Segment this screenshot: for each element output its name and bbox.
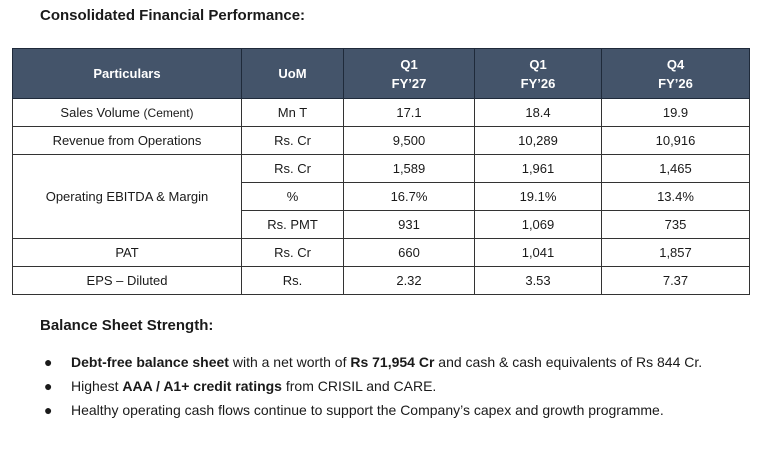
value-cell: 735	[602, 211, 750, 239]
value-cell: 1,465	[602, 155, 750, 183]
uom-cell: %	[242, 183, 344, 211]
uom-cell: Rs. Cr	[242, 155, 344, 183]
value-cell: 1,857	[602, 239, 750, 267]
header-q4-fy26	[602, 49, 750, 99]
bullet-dot-icon: ●	[44, 402, 53, 418]
value-cell: 2.32	[344, 267, 475, 295]
uom-cell: Rs. Cr	[242, 127, 344, 155]
bullet-text: from CRISIL and CARE.	[281, 378, 437, 394]
value-cell: 931	[344, 211, 475, 239]
value-cell: 16.7%	[344, 183, 475, 211]
table-row-sales-volume	[13, 99, 750, 127]
value-cell: 1,589	[344, 155, 475, 183]
header-particulars: Particulars	[13, 49, 242, 99]
value-cell: 1,069	[475, 211, 602, 239]
table-row-eps	[13, 267, 750, 295]
table-row-revenue	[13, 127, 750, 155]
financial-performance-table	[12, 48, 750, 295]
particular-revenue: Revenue from Operations	[13, 127, 242, 155]
table-row-pat	[13, 239, 750, 267]
value-cell: 17.1	[344, 99, 475, 127]
bullet-text: Healthy operating cash flows continue to support the Company’s capex and growth programme.	[71, 402, 664, 418]
particular-sales-volume	[13, 99, 242, 127]
particular-eps: EPS – Diluted	[13, 267, 242, 295]
balance-sheet-bullet-list	[44, 352, 734, 424]
value-cell: 10,916	[602, 127, 750, 155]
value-cell: 10,289	[475, 127, 602, 155]
uom-cell: Rs. PMT	[242, 211, 344, 239]
bullet-dot-icon: ●	[44, 354, 53, 370]
section-heading-balance-sheet: Balance Sheet Strength:	[40, 317, 214, 334]
value-cell: 13.4%	[602, 183, 750, 211]
header-q4-fy26-quarter: Q4	[666, 56, 685, 72]
value-cell: 9,500	[344, 127, 475, 155]
value-cell: 660	[344, 239, 475, 267]
bullet-bold-text: AAA / A1+ credit ratings	[122, 378, 282, 394]
bullet-text: with a net worth of	[228, 354, 351, 370]
bullet-text: Highest	[71, 378, 123, 394]
header-uom: UoM	[242, 49, 344, 99]
value-cell: 1,961	[475, 155, 602, 183]
uom-cell: Rs.	[242, 267, 344, 295]
sales-volume-label: Sales Volume	[60, 104, 140, 120]
bullet-item-debt-free	[44, 352, 734, 372]
particular-pat: PAT	[13, 239, 242, 267]
table-row-ebitda-rs-cr	[13, 155, 750, 183]
value-cell: 1,041	[475, 239, 602, 267]
header-q1-fy26-quarter: Q1	[529, 56, 547, 72]
value-cell: 19.1%	[475, 183, 602, 211]
section-heading-financial: Consolidated Financial Performance:	[40, 7, 306, 24]
value-cell: 18.4	[475, 99, 602, 127]
bullet-item-credit-ratings	[44, 376, 734, 396]
header-q1-fy27	[344, 49, 475, 99]
header-q4-fy26-year: FY’26	[658, 75, 693, 91]
bullet-item-cash-flows	[44, 400, 734, 420]
uom-cell: Rs. Cr	[242, 239, 344, 267]
header-q1-fy26	[475, 49, 602, 99]
uom-cell: Mn T	[242, 99, 344, 127]
header-q1-fy27-year: FY’27	[391, 75, 427, 91]
particular-operating-ebitda: Operating EBITDA & Margin	[13, 155, 242, 239]
bullet-bold-text: Debt-free balance sheet	[71, 354, 229, 370]
table-header-row	[13, 49, 750, 99]
header-q1-fy27-quarter: Q1	[400, 56, 418, 72]
bullet-bold-text: Rs 71,954 Cr	[350, 354, 435, 370]
header-q1-fy26-year: FY’26	[520, 75, 556, 91]
bullet-dot-icon: ●	[44, 378, 53, 394]
value-cell: 3.53	[475, 267, 602, 295]
sales-volume-suffix: (Cement)	[143, 105, 194, 120]
value-cell: 7.37	[602, 267, 750, 295]
bullet-text: and cash & cash equivalents of Rs 844 Cr.	[434, 354, 703, 370]
value-cell: 19.9	[602, 99, 750, 127]
